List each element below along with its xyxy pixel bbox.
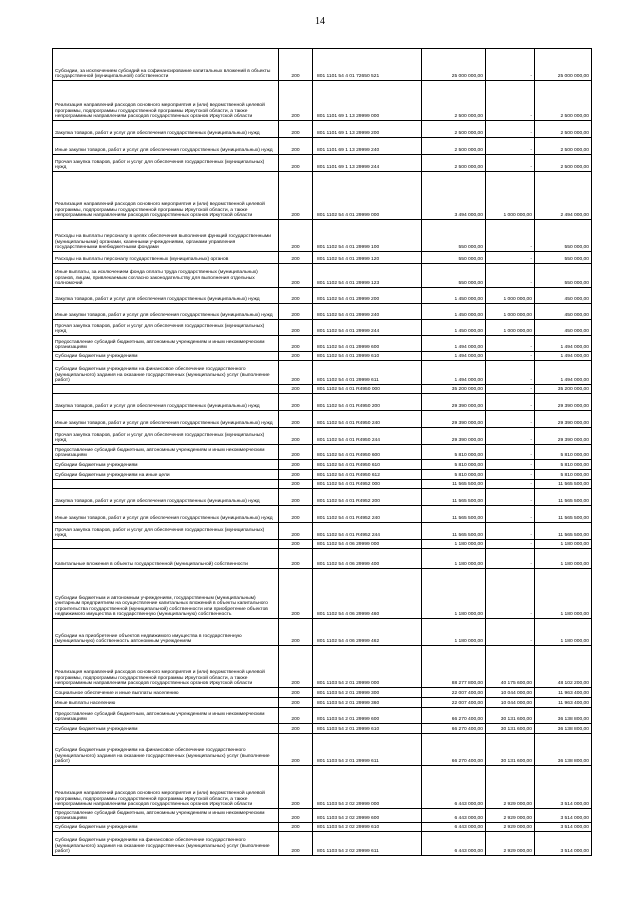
row-amount-change: 1 000 000,00 [486, 320, 535, 336]
row-amount-total: 2 500 000,00 [422, 138, 486, 155]
row-code: 200 [279, 336, 313, 352]
row-classification-code: 801 1101 69 1 13 29999 200 [313, 121, 422, 138]
table-row [53, 809, 592, 823]
row-amount-result: 11 963 400,00 [535, 698, 592, 708]
row-code: 200 [279, 304, 313, 320]
row-classification-code: 801 1103 54 2 01 29999 611 [313, 734, 422, 766]
table-row [53, 549, 592, 569]
row-amount-total: 2 500 000,00 [422, 121, 486, 138]
row-description: Реализация направлений расходов основного мероприятия и (или) ведомственной целевой программы, подпрограммы государственной программы Иркутской области, а также непрограммным направлениям расходов государственных органов Иркутской области [53, 81, 279, 121]
row-classification-code: 801 1102 54 4 01 29999 611 [313, 361, 422, 385]
row-amount-total: 22 007 400,00 [422, 698, 486, 708]
row-code: 200 [279, 569, 313, 619]
row-code: 200 [279, 646, 313, 688]
row-code: 200 [279, 288, 313, 304]
table-row [53, 540, 592, 549]
row-description: Субсидии бюджетным учреждениям [53, 460, 279, 470]
row-code: 200 [279, 445, 313, 460]
row-code: 200 [279, 549, 313, 569]
row-code: 200 [279, 688, 313, 698]
row-amount-result: 11 565 500,00 [535, 489, 592, 506]
row-amount-result: 1 494 000,00 [535, 336, 592, 352]
table-row [53, 470, 592, 480]
table-row [53, 264, 592, 288]
row-amount-result: 450 000,00 [535, 288, 592, 304]
row-description: Иные выплаты, за исключением фонда оплаты труда государственных (муниципальных) органов, лицам, привлекаемым согласно законодательству для выполнения отдельных полномочий [53, 264, 279, 288]
table-row [53, 352, 592, 361]
budget-table-body [53, 49, 592, 856]
row-code: 200 [279, 172, 313, 220]
row-amount-result: 1 180 000,00 [535, 540, 592, 549]
row-code: 200 [279, 823, 313, 832]
row-code: 200 [279, 121, 313, 138]
row-amount-total: 1 180 000,00 [422, 619, 486, 646]
table-row [53, 445, 592, 460]
row-amount-change: 2 929 000,00 [486, 832, 535, 856]
row-amount-total: 6 443 000,00 [422, 766, 486, 809]
row-code: 200 [279, 489, 313, 506]
table-row [53, 523, 592, 540]
row-description: Прочая закупка товаров, работ и услуг для обеспечения государственных (муниципальных) нужд [53, 320, 279, 336]
row-amount-result: 5 810 000,00 [535, 445, 592, 460]
row-description: Закупка товаров, работ и услуг для обеспечения государственных (муниципальных) нужд [53, 394, 279, 411]
row-description: Предоставление субсидий бюджетным, автономным учреждениям и иным некоммерческим организациям [53, 445, 279, 460]
table-row [53, 698, 592, 708]
row-amount-change: - [486, 394, 535, 411]
row-code: 200 [279, 523, 313, 540]
row-amount-change: - [486, 569, 535, 619]
row-description [53, 540, 279, 549]
row-amount-total: 66 270 400,00 [422, 724, 486, 734]
row-amount-change: - [486, 361, 535, 385]
table-row [53, 304, 592, 320]
row-amount-result: 1 180 000,00 [535, 569, 592, 619]
row-code: 200 [279, 734, 313, 766]
row-classification-code: 801 1103 54 2 01 29999 360 [313, 698, 422, 708]
table-row [53, 121, 592, 138]
row-amount-total: 11 565 500,00 [422, 523, 486, 540]
row-code: 200 [279, 81, 313, 121]
row-amount-total: 11 565 500,00 [422, 480, 486, 489]
row-code: 200 [279, 361, 313, 385]
table-row [53, 734, 592, 766]
row-amount-change: 30 131 600,00 [486, 734, 535, 766]
table-row [53, 460, 592, 470]
row-amount-result: 550 000,00 [535, 252, 592, 264]
row-amount-change: - [486, 480, 535, 489]
row-description [53, 480, 279, 489]
table-row [53, 336, 592, 352]
row-classification-code: 801 1101 54 4 01 72650 521 [313, 49, 422, 81]
row-description: Субсидии, за исключением субсидий на софинансирование капитальных вложений в объекты государственной (муниципальной) собственности [53, 49, 279, 81]
row-classification-code: 801 1101 69 1 13 29999 000 [313, 81, 422, 121]
row-amount-total: 66 270 400,00 [422, 734, 486, 766]
row-code: 200 [279, 698, 313, 708]
row-code: 200 [279, 708, 313, 724]
row-classification-code: 801 1103 54 2 01 29999 610 [313, 724, 422, 734]
table-row [53, 320, 592, 336]
row-amount-total: 66 270 400,00 [422, 708, 486, 724]
row-amount-change: - [486, 49, 535, 81]
row-classification-code: 801 1102 54 4 01 R4952 200 [313, 489, 422, 506]
row-amount-result: 450 000,00 [535, 304, 592, 320]
row-amount-result: 2 494 000,00 [535, 172, 592, 220]
table-row [53, 569, 592, 619]
row-description: Прочая закупка товаров, работ и услуг для обеспечения государственных (муниципальных) нужд [53, 155, 279, 172]
table-row [53, 288, 592, 304]
row-description: Закупка товаров, работ и услуг для обеспечения государственных (муниципальных) нужд [53, 489, 279, 506]
row-code: 200 [279, 428, 313, 445]
row-amount-total: 1 494 000,00 [422, 361, 486, 385]
row-amount-result: 2 500 000,00 [535, 81, 592, 121]
row-amount-total: 6 443 000,00 [422, 809, 486, 823]
row-amount-change: 2 929 000,00 [486, 809, 535, 823]
table-row [53, 428, 592, 445]
table-row [53, 480, 592, 489]
row-amount-result: 2 500 000,00 [535, 121, 592, 138]
row-amount-total: 6 443 000,00 [422, 832, 486, 856]
row-amount-result: 1 494 000,00 [535, 361, 592, 385]
row-description: Предоставление субсидий бюджетным, автономным учреждениям и иным некоммерческим организациям [53, 336, 279, 352]
table-row [53, 361, 592, 385]
row-amount-total: 550 000,00 [422, 252, 486, 264]
row-classification-code: 801 1102 54 4 01 R4950 200 [313, 394, 422, 411]
row-code: 200 [279, 619, 313, 646]
row-amount-result: 2 500 000,00 [535, 155, 592, 172]
row-classification-code: 801 1102 54 4 01 R4950 244 [313, 428, 422, 445]
row-description: Расходы на выплаты персоналу в целях обеспечения выполнения функций государственными (муниципальными) органами, казенными учреждениями, органами управления государственными внебюджетными фондами [53, 220, 279, 252]
row-amount-result: 3 514 000,00 [535, 823, 592, 832]
row-amount-change: - [486, 264, 535, 288]
row-amount-change: - [486, 523, 535, 540]
row-code: 200 [279, 506, 313, 523]
row-amount-total: 88 277 800,00 [422, 646, 486, 688]
row-amount-result: 36 138 800,00 [535, 708, 592, 724]
row-description: Субсидии на приобретение объектов недвижимого имущества в государственную (муниципальную) собственность автономным учреждениям [53, 619, 279, 646]
row-amount-change: - [486, 428, 535, 445]
row-amount-total: 3 494 000,00 [422, 172, 486, 220]
row-code: 200 [279, 320, 313, 336]
row-amount-change: 30 131 600,00 [486, 708, 535, 724]
row-amount-total: 1 450 000,00 [422, 320, 486, 336]
row-code: 200 [279, 352, 313, 361]
row-amount-result: 29 390 000,00 [535, 394, 592, 411]
row-description: Реализация направлений расходов основного мероприятия и (или) ведомственной целевой программы, подпрограммы государственной программы Иркутской области, а также непрограммным направлениям расходов государственных органов Иркутской области [53, 172, 279, 220]
row-amount-total: 1 450 000,00 [422, 304, 486, 320]
row-amount-total: 550 000,00 [422, 264, 486, 288]
row-classification-code: 801 1103 54 2 02 29999 610 [313, 823, 422, 832]
row-code: 200 [279, 220, 313, 252]
row-classification-code: 801 1102 54 4 06 29999 000 [313, 540, 422, 549]
row-amount-total: 2 500 000,00 [422, 81, 486, 121]
row-amount-change: 2 929 000,00 [486, 823, 535, 832]
table-row [53, 220, 592, 252]
row-code: 200 [279, 411, 313, 428]
table-row [53, 81, 592, 121]
row-amount-change: - [486, 540, 535, 549]
row-amount-result: 36 138 800,00 [535, 734, 592, 766]
row-amount-result: 25 000 000,00 [535, 49, 592, 81]
row-classification-code: 801 1102 54 4 01 R4950 000 [313, 385, 422, 394]
row-code: 200 [279, 724, 313, 734]
row-amount-change: - [486, 385, 535, 394]
row-amount-result: 5 810 000,00 [535, 460, 592, 470]
page-number: 14 [315, 16, 325, 27]
row-amount-result: 11 565 500,00 [535, 480, 592, 489]
row-description: Капитальные вложения в объекты государственной (муниципальной) собственности [53, 549, 279, 569]
row-amount-change: - [486, 460, 535, 470]
row-amount-result: 3 514 000,00 [535, 766, 592, 809]
row-amount-change: - [486, 138, 535, 155]
row-amount-total: 1 180 000,00 [422, 540, 486, 549]
row-amount-result: 2 500 000,00 [535, 138, 592, 155]
row-classification-code: 801 1102 54 4 06 29999 460 [313, 569, 422, 619]
row-amount-total: 11 565 500,00 [422, 489, 486, 506]
row-classification-code: 801 1102 54 4 01 R4950 612 [313, 470, 422, 480]
table-row [53, 724, 592, 734]
row-classification-code: 801 1102 54 4 01 R4950 600 [313, 445, 422, 460]
row-amount-change: - [486, 619, 535, 646]
table-row [53, 138, 592, 155]
table-row [53, 646, 592, 688]
row-classification-code: 801 1102 54 4 01 R4952 000 [313, 480, 422, 489]
table-row [53, 708, 592, 724]
row-amount-change: 1 000 000,00 [486, 304, 535, 320]
row-amount-result: 1 180 000,00 [535, 549, 592, 569]
row-classification-code: 801 1103 54 2 01 29999 300 [313, 688, 422, 698]
row-classification-code: 801 1102 54 4 01 R4950 240 [313, 411, 422, 428]
row-amount-total: 1 450 000,00 [422, 288, 486, 304]
row-description: Реализация направлений расходов основного мероприятия и (или) ведомственной целевой программы, подпрограммы государственной программы Иркутской области, а также непрограммным направлениям расходов государственных органов Иркутской области [53, 766, 279, 809]
row-amount-total: 1 180 000,00 [422, 569, 486, 619]
row-classification-code: 801 1102 54 4 06 29999 400 [313, 549, 422, 569]
row-description: Субсидии бюджетным учреждениям [53, 823, 279, 832]
table-row [53, 394, 592, 411]
row-classification-code: 801 1102 54 4 01 29999 610 [313, 352, 422, 361]
row-description: Закупка товаров, работ и услуг для обеспечения государственных (муниципальных) нужд [53, 288, 279, 304]
row-classification-code: 801 1103 54 2 01 29999 000 [313, 646, 422, 688]
row-classification-code: 801 1102 54 4 01 29999 120 [313, 252, 422, 264]
row-amount-total: 2 500 000,00 [422, 155, 486, 172]
row-amount-result: 11 565 500,00 [535, 523, 592, 540]
row-amount-change: - [486, 489, 535, 506]
row-description: Иные закупки товаров, работ и услуг для обеспечения государственных (муниципальных) нужд [53, 138, 279, 155]
row-amount-change: - [486, 411, 535, 428]
row-classification-code: 801 1102 54 4 01 29999 240 [313, 304, 422, 320]
row-classification-code: 801 1102 54 4 01 29999 200 [313, 288, 422, 304]
row-amount-total: 6 443 000,00 [422, 823, 486, 832]
row-code: 200 [279, 766, 313, 809]
row-amount-change: 10 044 000,00 [486, 698, 535, 708]
row-amount-change: - [486, 220, 535, 252]
row-classification-code: 801 1102 54 4 01 29999 000 [313, 172, 422, 220]
row-code: 200 [279, 460, 313, 470]
row-amount-change: - [486, 81, 535, 121]
row-amount-result: 35 200 000,00 [535, 385, 592, 394]
row-description: Предоставление субсидий бюджетным, автономным учреждениям и иным некоммерческим организациям [53, 809, 279, 823]
table-row [53, 411, 592, 428]
row-code: 200 [279, 832, 313, 856]
row-amount-total: 5 810 000,00 [422, 445, 486, 460]
row-description: Субсидии бюджетным учреждениям на финансовое обеспечение государственного (муниципального) задания на оказание государственных (муниципальных) услуг (выполнение работ) [53, 832, 279, 856]
row-classification-code: 801 1102 54 4 01 29999 100 [313, 220, 422, 252]
row-classification-code: 801 1102 54 4 01 R4952 240 [313, 506, 422, 523]
row-classification-code: 801 1102 54 4 01 29999 600 [313, 336, 422, 352]
row-amount-result: 11 963 400,00 [535, 688, 592, 698]
row-classification-code: 801 1102 54 4 01 29999 244 [313, 320, 422, 336]
table-row [53, 49, 592, 81]
row-amount-change: - [486, 336, 535, 352]
row-code: 200 [279, 138, 313, 155]
row-amount-result: 5 810 000,00 [535, 470, 592, 480]
row-amount-result: 29 390 000,00 [535, 411, 592, 428]
row-classification-code: 801 1102 54 4 01 29999 123 [313, 264, 422, 288]
row-code: 200 [279, 470, 313, 480]
row-amount-total: 1 494 000,00 [422, 336, 486, 352]
row-amount-result: 450 000,00 [535, 320, 592, 336]
budget-table [52, 48, 592, 856]
row-description: Иные закупки товаров, работ и услуг для обеспечения государственных (муниципальных) нужд [53, 304, 279, 320]
row-description: Прочая закупка товаров, работ и услуг для обеспечения государственных (муниципальных) нужд [53, 428, 279, 445]
row-classification-code: 801 1101 69 1 13 29999 240 [313, 138, 422, 155]
row-amount-result: 1 180 000,00 [535, 619, 592, 646]
row-description: Иные выплаты населению [53, 698, 279, 708]
table-row [53, 619, 592, 646]
row-description: Реализация направлений расходов основного мероприятия и (или) ведомственной целевой программы, подпрограммы государственной программы Иркутской области, а также непрограммным направлениям расходов государственных органов Иркутской области [53, 646, 279, 688]
row-description: Субсидии бюджетным учреждениям [53, 352, 279, 361]
row-amount-change: 40 175 600,00 [486, 646, 535, 688]
row-description: Субсидии бюджетным учреждениям [53, 724, 279, 734]
row-description: Расходы на выплаты персоналу государственных (муниципальных) органов [53, 252, 279, 264]
row-amount-total: 5 810 000,00 [422, 460, 486, 470]
row-description: Закупка товаров, работ и услуг для обеспечения государственных (муниципальных) нужд [53, 121, 279, 138]
row-amount-total: 22 007 400,00 [422, 688, 486, 698]
row-amount-result: 1 494 000,00 [535, 352, 592, 361]
row-amount-total: 1 494 000,00 [422, 352, 486, 361]
row-amount-total: 25 000 000,00 [422, 49, 486, 81]
row-amount-result: 550 000,00 [535, 220, 592, 252]
row-classification-code: 801 1103 54 2 02 29999 000 [313, 766, 422, 809]
row-amount-change: - [486, 121, 535, 138]
table-row [53, 385, 592, 394]
row-amount-change: 1 000 000,00 [486, 172, 535, 220]
row-amount-change: 1 000 000,00 [486, 288, 535, 304]
table-row [53, 506, 592, 523]
row-code: 200 [279, 252, 313, 264]
row-amount-result: 48 102 200,00 [535, 646, 592, 688]
row-amount-change: - [486, 470, 535, 480]
row-amount-total: 29 390 000,00 [422, 411, 486, 428]
row-amount-result: 11 565 500,00 [535, 506, 592, 523]
row-description: Субсидии бюджетным и автономным учреждениям, государственным (муниципальным) унитарным предприятиям на осуществление капитальных вложений в объекты капитального строительства государственной (муниципальной) собственности или приобретение объектов недвижимого имущества в государственную (муниципальную) собственность [53, 569, 279, 619]
row-amount-change: - [486, 252, 535, 264]
row-code: 200 [279, 49, 313, 81]
table-row [53, 832, 592, 856]
row-classification-code: 801 1102 54 4 06 29999 462 [313, 619, 422, 646]
row-amount-change: - [486, 155, 535, 172]
row-amount-total: 29 390 000,00 [422, 428, 486, 445]
row-amount-total: 5 810 000,00 [422, 470, 486, 480]
table-row [53, 155, 592, 172]
row-classification-code: 801 1102 54 4 01 R4950 610 [313, 460, 422, 470]
row-description: Иные закупки товаров, работ и услуг для обеспечения государственных (муниципальных) нужд [53, 411, 279, 428]
row-amount-change: - [486, 352, 535, 361]
row-description: Предоставление субсидий бюджетным, автономным учреждениям и иным некоммерческим организациям [53, 708, 279, 724]
row-classification-code: 801 1103 54 2 02 29999 600 [313, 809, 422, 823]
row-description: Социальное обеспечение и иные выплаты населению [53, 688, 279, 698]
row-description: Субсидии бюджетным учреждениям на иные цели [53, 470, 279, 480]
row-description: Субсидии бюджетным учреждениям на финансовое обеспечение государственного (муниципального) задания на оказание государственных (муниципальных) услуг (выполнение работ) [53, 734, 279, 766]
row-description: Иные закупки товаров, работ и услуг для обеспечения государственных (муниципальных) нужд [53, 506, 279, 523]
row-amount-result: 3 514 000,00 [535, 809, 592, 823]
row-amount-change: - [486, 549, 535, 569]
row-classification-code: 801 1103 54 2 01 29999 600 [313, 708, 422, 724]
row-classification-code: 801 1102 54 4 01 R4952 244 [313, 523, 422, 540]
row-amount-result: 3 514 000,00 [535, 832, 592, 856]
row-code: 200 [279, 264, 313, 288]
row-code: 200 [279, 809, 313, 823]
row-description [53, 385, 279, 394]
row-amount-result: 36 138 800,00 [535, 724, 592, 734]
row-amount-result: 29 390 000,00 [535, 428, 592, 445]
row-amount-total: 29 390 000,00 [422, 394, 486, 411]
row-code: 200 [279, 155, 313, 172]
row-code: 200 [279, 385, 313, 394]
row-code: 200 [279, 540, 313, 549]
row-amount-change: - [486, 506, 535, 523]
row-amount-total: 35 200 000,00 [422, 385, 486, 394]
table-row [53, 172, 592, 220]
row-amount-total: 550 000,00 [422, 220, 486, 252]
row-amount-total: 11 565 500,00 [422, 506, 486, 523]
row-description: Прочая закупка товаров, работ и услуг для обеспечения государственных (муниципальных) нужд [53, 523, 279, 540]
row-classification-code: 801 1101 69 1 13 29999 244 [313, 155, 422, 172]
row-classification-code: 801 1103 54 2 02 29999 611 [313, 832, 422, 856]
table-row [53, 489, 592, 506]
row-amount-change: 10 044 000,00 [486, 688, 535, 698]
table-row [53, 823, 592, 832]
table-row [53, 766, 592, 809]
table-row [53, 688, 592, 698]
row-description: Субсидии бюджетным учреждениям на финансовое обеспечение государственного (муниципального) задания на оказание государственных (муниципальных) услуг (выполнение работ) [53, 361, 279, 385]
row-amount-result: 550 000,00 [535, 264, 592, 288]
row-amount-change: - [486, 445, 535, 460]
row-amount-change: 2 929 000,00 [486, 766, 535, 809]
row-amount-change: 30 131 600,00 [486, 724, 535, 734]
row-code: 200 [279, 480, 313, 489]
table-row [53, 252, 592, 264]
row-code: 200 [279, 394, 313, 411]
row-amount-total: 1 180 000,00 [422, 549, 486, 569]
